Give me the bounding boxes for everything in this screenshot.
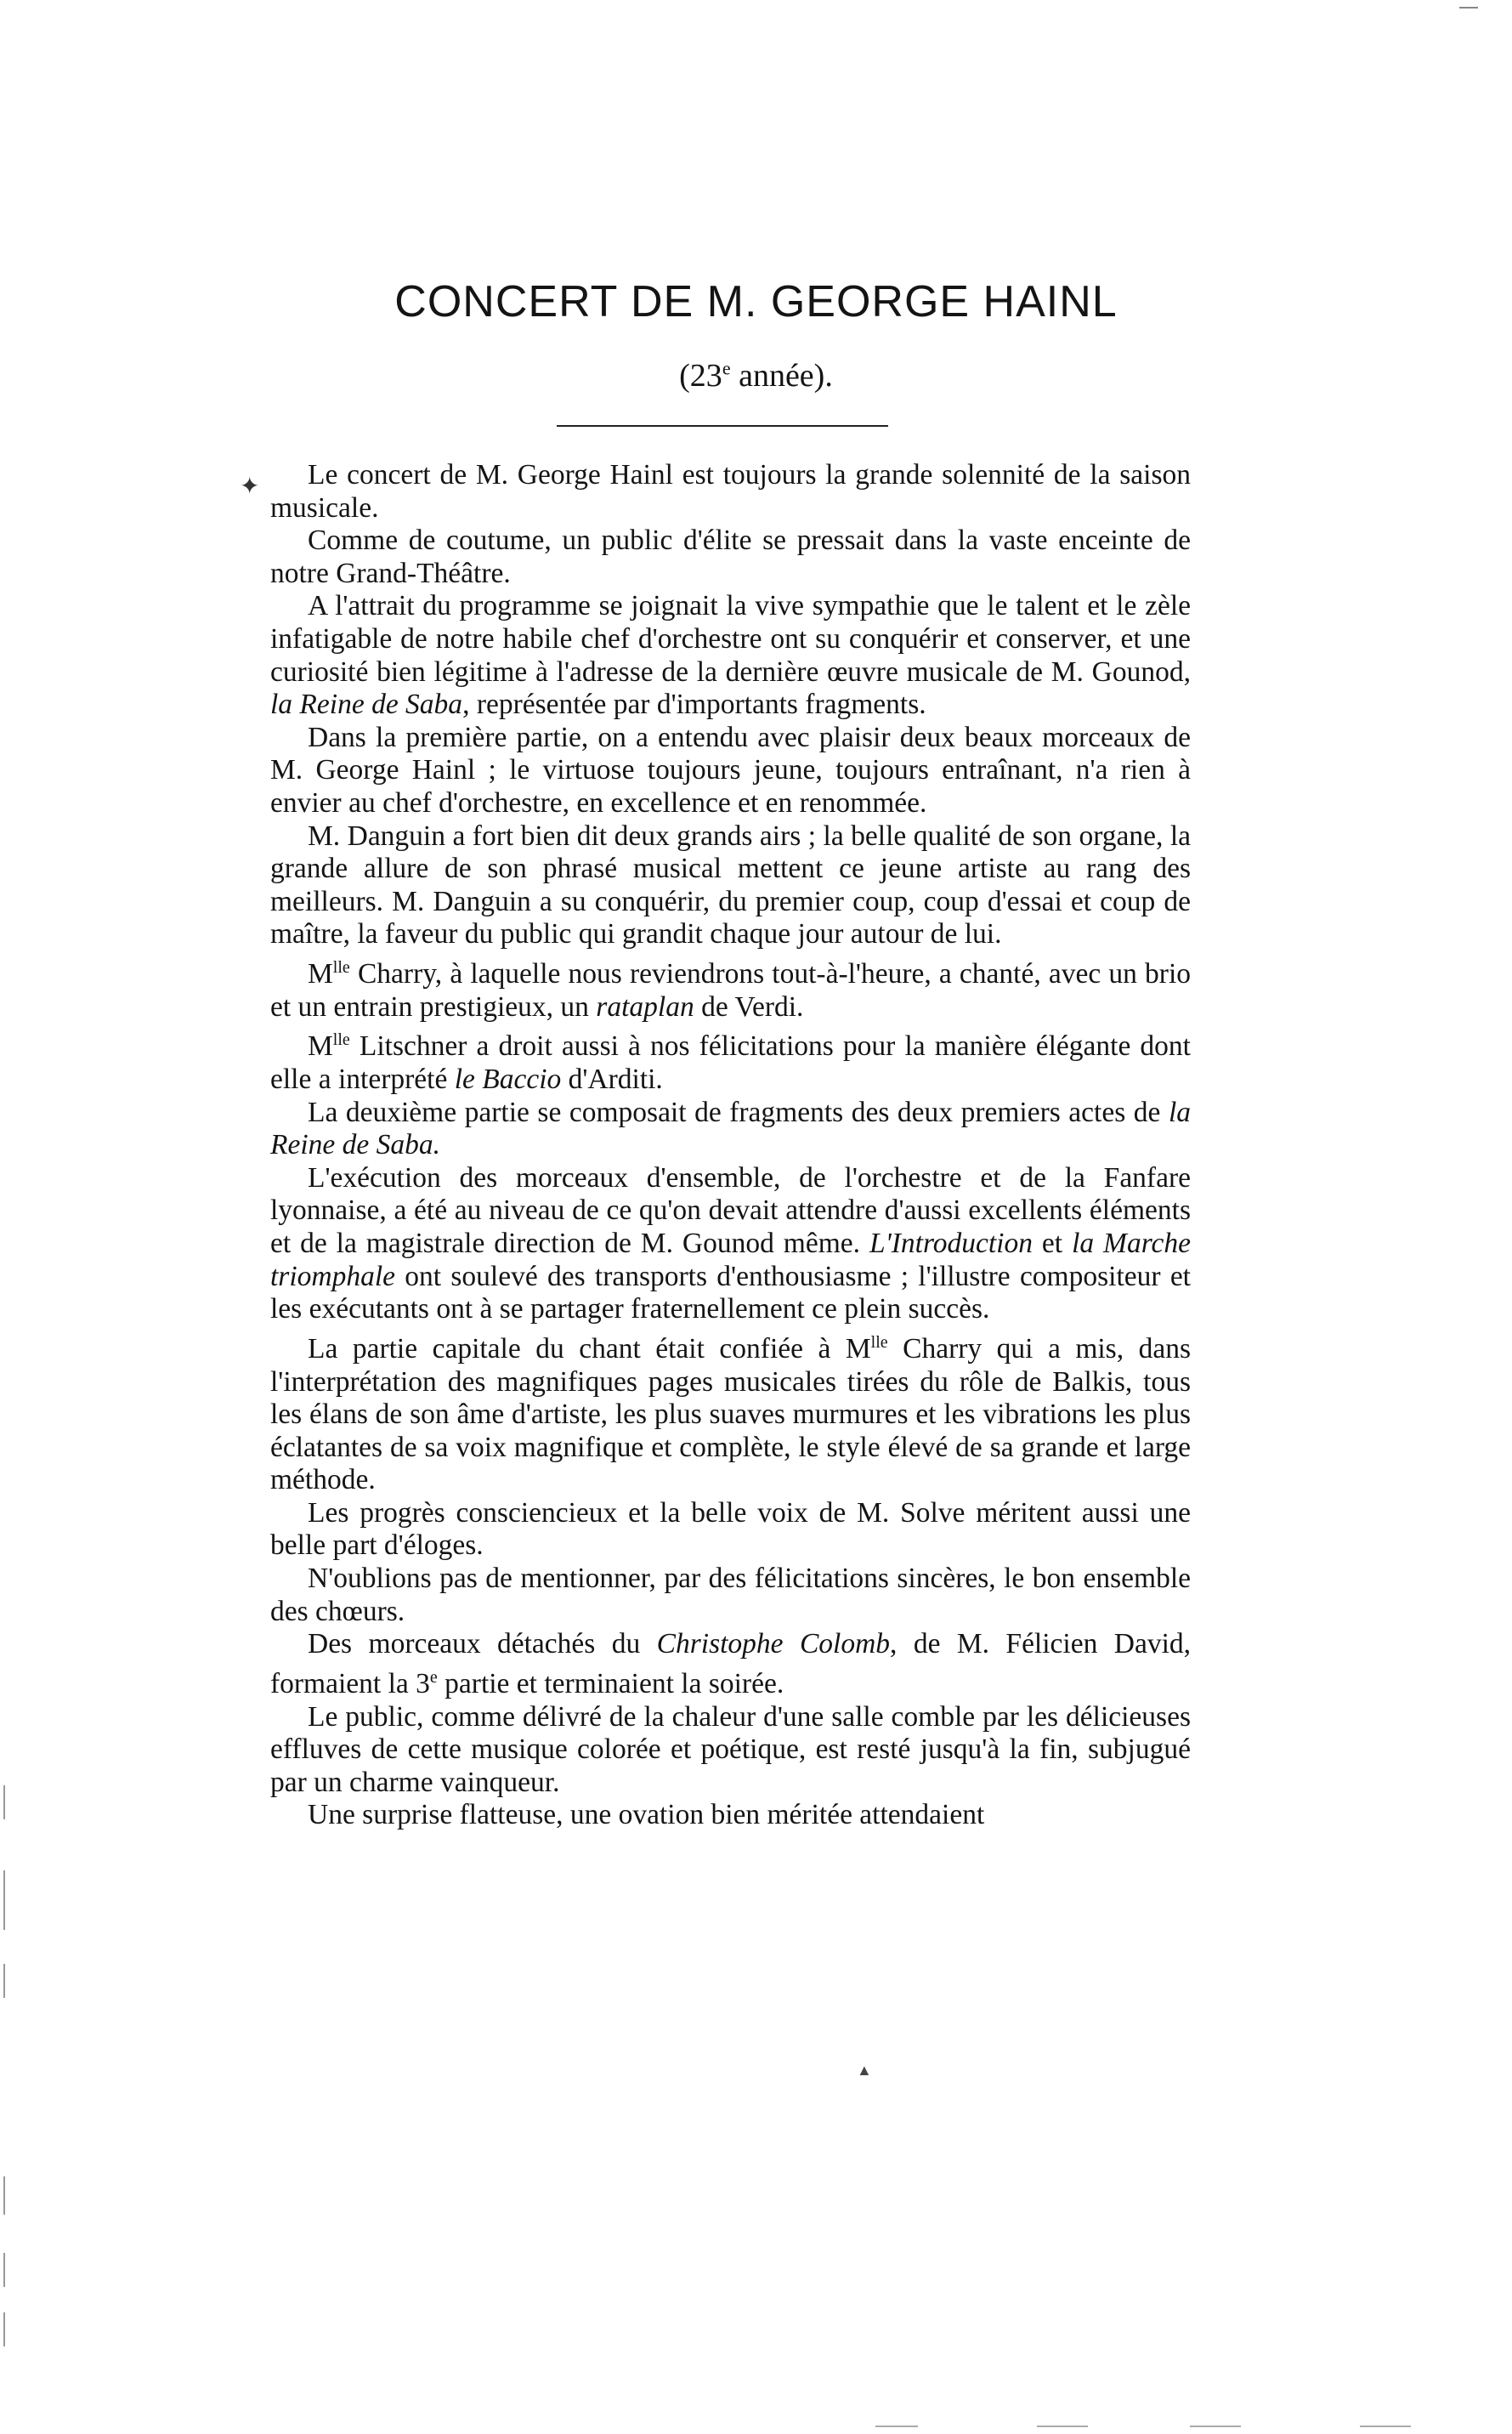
catchword-mark-icon: ▲ bbox=[857, 2062, 872, 2079]
paragraph-7-m: M bbox=[308, 1030, 333, 1063]
paragraph-3-text-end: , représentée par d'importants fragments. bbox=[462, 689, 926, 721]
paragraph-13-text: Des morceaux détachés du bbox=[308, 1628, 657, 1660]
scan-edge-mark bbox=[3, 2253, 5, 2287]
paragraph-1: Le concert de M. George Hainl est toujours la grande solennité de la saison musicale. bbox=[270, 459, 1191, 524]
paragraph-3 bbox=[270, 590, 1191, 721]
paragraph-6-text: Charry, à laquelle nous reviendrons tout-à-l'heure, a chanté, avec un brio et un entrain prestigieux, un bbox=[270, 958, 1191, 1023]
scan-edge-mark bbox=[1360, 2425, 1411, 2427]
paragraph-8 bbox=[270, 1097, 1191, 1162]
paragraph-6 bbox=[270, 951, 1191, 1024]
subtitle-open: (23 bbox=[679, 358, 722, 394]
paragraph-10-sup: lle bbox=[870, 1332, 888, 1352]
paragraph-6-text-end: de Verdi. bbox=[694, 990, 804, 1023]
edition-subtitle bbox=[0, 357, 1512, 394]
paragraph-13-text-mid: , de M. Félicien David, formaient la 3 bbox=[270, 1628, 1191, 1699]
scan-edge-mark bbox=[3, 1964, 5, 1998]
paragraph-9-italic-2: la Marche triomphale bbox=[270, 1227, 1191, 1292]
paragraph-9 bbox=[270, 1162, 1191, 1326]
paragraph-7-text-end: d'Arditi. bbox=[561, 1064, 663, 1095]
paragraph-10 bbox=[270, 1326, 1191, 1497]
paragraph-9-text-mid: et bbox=[1033, 1227, 1073, 1259]
paragraph-7-italic: le Baccio bbox=[454, 1064, 562, 1095]
scan-edge-mark bbox=[1190, 2425, 1241, 2427]
scan-edge-mark bbox=[3, 1870, 5, 1930]
scan-edge-mark bbox=[1037, 2425, 1088, 2427]
paragraph-15: Une surprise flatteuse, une ovation bien méritée attendaient bbox=[308, 1799, 985, 1831]
paragraph-9-text: L'exécution des morceaux d'ensemble, de l'orchestre et de la Fanfare lyonnaise, a été au niveau de ce qu'on devait attendre d'aussi excellents éléments et de la magistrale direction de M. Gounod même. bbox=[270, 1161, 1191, 1259]
paragraph-13-italic: Christophe Colomb bbox=[656, 1628, 891, 1660]
paragraph-7 bbox=[270, 1024, 1191, 1096]
printer-mark-icon: ✦ bbox=[240, 474, 260, 500]
paragraph-6-m: M bbox=[308, 958, 333, 990]
paragraph-6-italic: rataplan bbox=[596, 990, 694, 1023]
scan-edge-mark bbox=[3, 1785, 5, 1819]
paragraph-4: Dans la première partie, on a entendu avec plaisir deux beaux morceaux de M. George Hainl ; le virtuose toujours jeune, toujours entraînant, n'a rien à envier au chef d'orchestre, en excellence et en renommée. bbox=[270, 721, 1191, 819]
paragraph-7-text: Litschner a droit aussi à nos félicitations pour la manière élégante dont elle a interprété bbox=[270, 1030, 1191, 1095]
paragraph-13-sup: e bbox=[429, 1667, 438, 1687]
paragraph-13-text-end: partie et terminaient la soirée. bbox=[437, 1668, 784, 1699]
paragraph-11: Les progrès consciencieux et la belle voix de M. Solve méritent aussi une belle part d'éloges. bbox=[270, 1496, 1191, 1562]
paragraph-9-text-end: ont soulevé des transports d'enthousiasme ; l'illustre compositeur et les exécutants ont à se partager fraternellement ce plein succès. bbox=[270, 1260, 1191, 1325]
page-title: CONCERT DE M. GEORGE HAINL bbox=[394, 277, 1118, 326]
paragraph-10-text-end: Charry qui a mis, dans l'interprétation des magnifiques pages musicales tirées du rôle de Balkis, tous les élans de son âme d'artiste, les plus suaves murmures et les vibrations les plus éclatantes de sa voix magnifique et complète, le style élevé de sa grande et large méthode. bbox=[270, 1332, 1191, 1496]
paragraph-8-text: La deuxième partie se composait de fragments des deux premiers actes de bbox=[308, 1096, 1169, 1128]
paragraph-5: M. Danguin a fort bien dit deux grands airs ; la belle qualité de son organe, la grande allure de son phrasé musical mettent ce jeune artiste au rang des meilleurs. M. Danguin a su conquérir, du premier coup, coup d'essai et coup de maître, la faveur du public qui grandit chaque jour autour de lui. bbox=[270, 820, 1191, 950]
paragraph-7-sup: lle bbox=[332, 1030, 350, 1050]
paragraph-2: Comme de coutume, un public d'élite se pressait dans la vaste enceinte de notre Grand-Théâtre. bbox=[270, 525, 1191, 589]
paragraph-3-italic: la Reine de Saba bbox=[270, 689, 463, 721]
scan-edge-mark bbox=[3, 2312, 5, 2346]
paragraph-13 bbox=[270, 1628, 1191, 1700]
subtitle-close: année). bbox=[730, 358, 833, 394]
paragraph-12: N'oublions pas de mentionner, par des félicitations sincères, le bon ensemble des chœurs. bbox=[270, 1563, 1191, 1627]
paragraph-14: Le public, comme délivré de la chaleur d'une salle comble par les délicieuses effluves de cette musique colorée et poétique, est resté jusqu'à la fin, subjugué par un charme vainqueur. bbox=[270, 1700, 1191, 1798]
title-divider bbox=[557, 425, 888, 427]
scan-edge-mark bbox=[1459, 7, 1478, 9]
paragraph-3-text: A l'attrait du programme se joignait la vive sympathie que le talent et le zèle infatigable de notre habile chef d'orchestre ont su conquérir et conserver, et une curiosité bien légitime à l'adresse de la dernière œuvre musicale de M. Gounod, bbox=[270, 590, 1191, 688]
paragraph-9-italic-1: L'Introduction bbox=[869, 1227, 1033, 1259]
paragraph-6-sup: lle bbox=[332, 957, 350, 977]
scan-edge-mark bbox=[3, 2176, 5, 2215]
paragraph-10-text: La partie capitale du chant était confiée à M bbox=[308, 1332, 871, 1365]
subtitle-sup: e bbox=[722, 357, 731, 379]
paragraph-8-italic: la Reine de Saba. bbox=[270, 1096, 1191, 1161]
article-body bbox=[270, 459, 1191, 1832]
scan-edge-mark bbox=[875, 2425, 918, 2427]
